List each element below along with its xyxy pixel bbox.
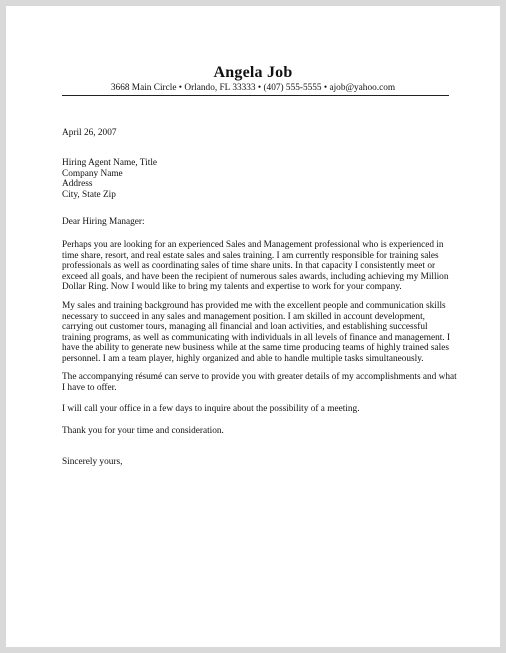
recipient-block: [62, 158, 457, 200]
recipient-line: Hiring Agent Name, Title: [62, 158, 158, 168]
letter-page: [6, 6, 500, 647]
recipient-line: Address: [62, 179, 93, 189]
recipient-line: Company Name: [62, 168, 123, 179]
header-divider: [62, 95, 449, 96]
salutation: Dear Hiring Manager:: [62, 217, 145, 227]
letter-date: April 26, 2007: [62, 128, 117, 138]
sender-name: Angela Job: [213, 64, 293, 81]
closing: Sincerely yours,: [62, 457, 123, 467]
body-paragraph-4: I will call your office in a few days to inquire about the possibility of a meeting.: [62, 404, 360, 414]
sender-contact-line: 3668 Main Circle • Orlando, FL 33333 • (407) 555-5555 • ajob@yahoo.com: [110, 83, 396, 93]
body-paragraph-3: The accompanying résumé can serve to provide you with greater details of my accomplishments and what I have to offer.: [62, 372, 457, 393]
body-paragraph-1: Perhaps you are looking for an experienced Sales and Management professional who is experienced in time share, resort, and real estate sales and sales training. I am currently responsible for training sales professionals as well as coordinating sales of time share units. In that capacity I consistently meet or exceed all goals, and have been the recipient of numerous sales awards, including achieving my Million Dollar Ring. Now I would like to bring my talents and expertise to work for your company.: [62, 240, 449, 292]
body-paragraph-2: My sales and training background has provided me with the excellent people and communication skills necessary to succeed in any sales and management position. I am skilled in account development, carrying out customer tours, managing all financial and loan activities, and establishing successful training programs, as well as communicating with individuals in all levels of finance and management. I have the ability to generate new business while at the same time producing teams of highly trained sales personnel. I am a team player, highly organized and able to handle multiple tasks simultaneously.: [62, 301, 451, 364]
body-paragraph-5: Thank you for your time and consideration.: [62, 426, 224, 436]
recipient-line: City, State Zip: [62, 189, 116, 200]
